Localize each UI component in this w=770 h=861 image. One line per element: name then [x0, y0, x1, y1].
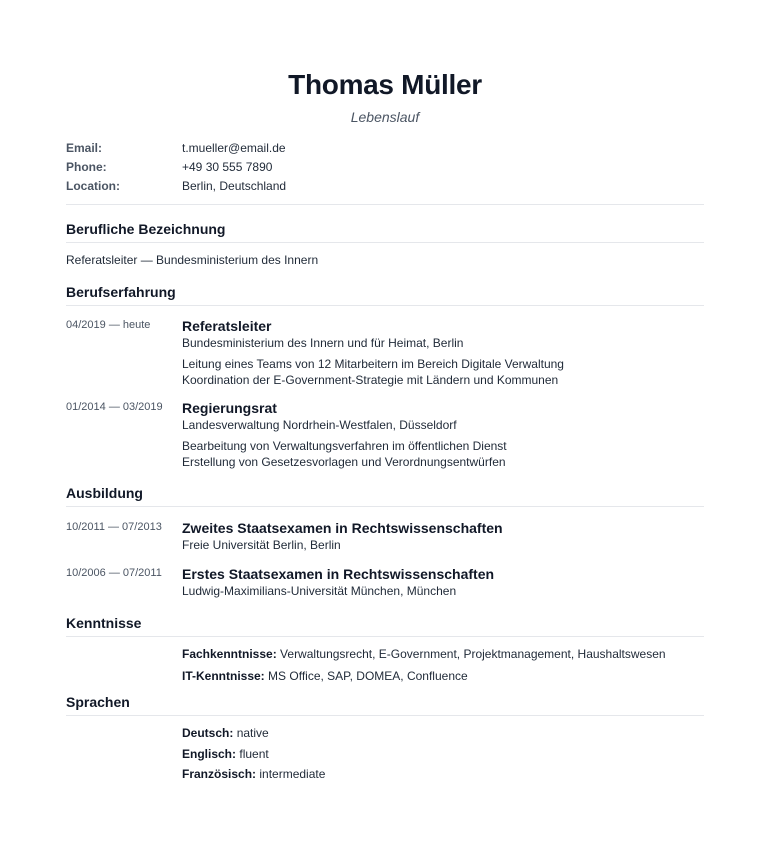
contact-label: Email:	[66, 141, 103, 155]
skills-section	[66, 614, 704, 684]
skill-label: IT-Kenntnisse:	[182, 669, 265, 683]
section-heading: Kenntnisse	[66, 614, 704, 637]
contact-label: Location:	[66, 179, 120, 193]
entry-detail-line: Leitung eines Teams von 12 Mitarbeitern im Bereich Digitale Verwaltung	[182, 357, 564, 371]
location-value: Berlin, Deutschland	[182, 179, 287, 193]
language-level: intermediate	[259, 767, 326, 781]
skill-row	[182, 646, 704, 662]
skill-row	[182, 668, 704, 684]
entry-title: Zweites Staatsexamen in Rechtswissenschaften	[182, 520, 503, 536]
entry-title: Erstes Staatsexamen in Rechtswissenschaften	[182, 566, 495, 582]
resume-page	[66, 0, 704, 782]
entry-organization: Ludwig-Maximilians-Universität München, München	[182, 584, 457, 598]
entry-date: 01/2014 — 03/2019	[66, 401, 163, 413]
document-subtitle: Lebenslauf	[350, 109, 420, 125]
language-label: Englisch:	[182, 746, 237, 761]
experience-entry	[66, 317, 704, 388]
education-entry	[66, 565, 704, 599]
section-heading: Berufserfahrung	[66, 283, 704, 306]
education-section	[66, 484, 704, 599]
entry-detail-line: Bearbeitung von Verwaltungsverfahren im öffentlichen Dienst	[182, 439, 507, 453]
language-row	[182, 725, 704, 741]
job-title-text: Referatsleiter — Bundesministerium des Innern	[66, 253, 319, 267]
section-heading: Sprachen	[66, 693, 704, 716]
entry-body	[182, 317, 704, 388]
language-row	[182, 766, 704, 782]
skill-value: MS Office, SAP, DOMEA, Confluence	[268, 669, 468, 683]
section-heading: Berufliche Bezeichnung	[66, 220, 704, 243]
entry-date: 04/2019 — heute	[66, 319, 151, 331]
section-heading: Ausbildung	[66, 484, 704, 507]
entry-body	[182, 519, 704, 553]
experience-section	[66, 283, 704, 470]
contact-label: Phone:	[66, 160, 107, 174]
skill-label: Fachkenntnisse:	[182, 647, 277, 661]
job-title-section	[66, 220, 704, 268]
phone-value: +49 30 555 7890	[182, 160, 273, 174]
language-list	[182, 725, 704, 782]
language-level: fluent	[239, 746, 269, 761]
entry-title: Referatsleiter	[182, 318, 272, 334]
contact-block	[66, 139, 704, 205]
entry-title: Regierungsrat	[182, 400, 277, 416]
entry-date: 10/2011 — 07/2013	[66, 521, 162, 533]
contact-row-location	[66, 177, 704, 196]
entry-details	[182, 356, 704, 388]
entry-organization: Bundesministerium des Innern und für Heimat, Berlin	[182, 336, 464, 350]
contact-row-email	[66, 139, 704, 158]
experience-entry	[66, 399, 704, 470]
email-value: t.mueller@email.de	[182, 141, 286, 155]
languages-section	[66, 693, 704, 782]
language-label: Französisch:	[182, 767, 257, 781]
entry-organization: Landesverwaltung Nordrhein-Westfalen, Düsseldorf	[182, 418, 457, 432]
entry-date: 10/2006 — 07/2011	[66, 567, 162, 579]
entry-body	[182, 399, 704, 470]
candidate-name: Thomas Müller	[288, 69, 482, 100]
entry-detail-line: Koordination der E-Government-Strategie mit Ländern und Kommunen	[182, 373, 559, 387]
language-level: native	[236, 726, 269, 740]
entry-detail-line: Erstellung von Gesetzesvorlagen und Verordnungsentwürfen	[182, 455, 506, 469]
education-entry	[66, 519, 704, 553]
entry-details	[182, 438, 704, 470]
contact-row-phone	[66, 158, 704, 177]
skill-list	[182, 646, 704, 684]
entry-organization: Freie Universität Berlin, Berlin	[182, 538, 341, 552]
entry-body	[182, 565, 704, 599]
language-row	[182, 746, 704, 762]
language-label: Deutsch:	[182, 726, 234, 740]
skill-value: Verwaltungsrecht, E-Government, Projektmanagement, Haushaltswesen	[280, 647, 666, 661]
